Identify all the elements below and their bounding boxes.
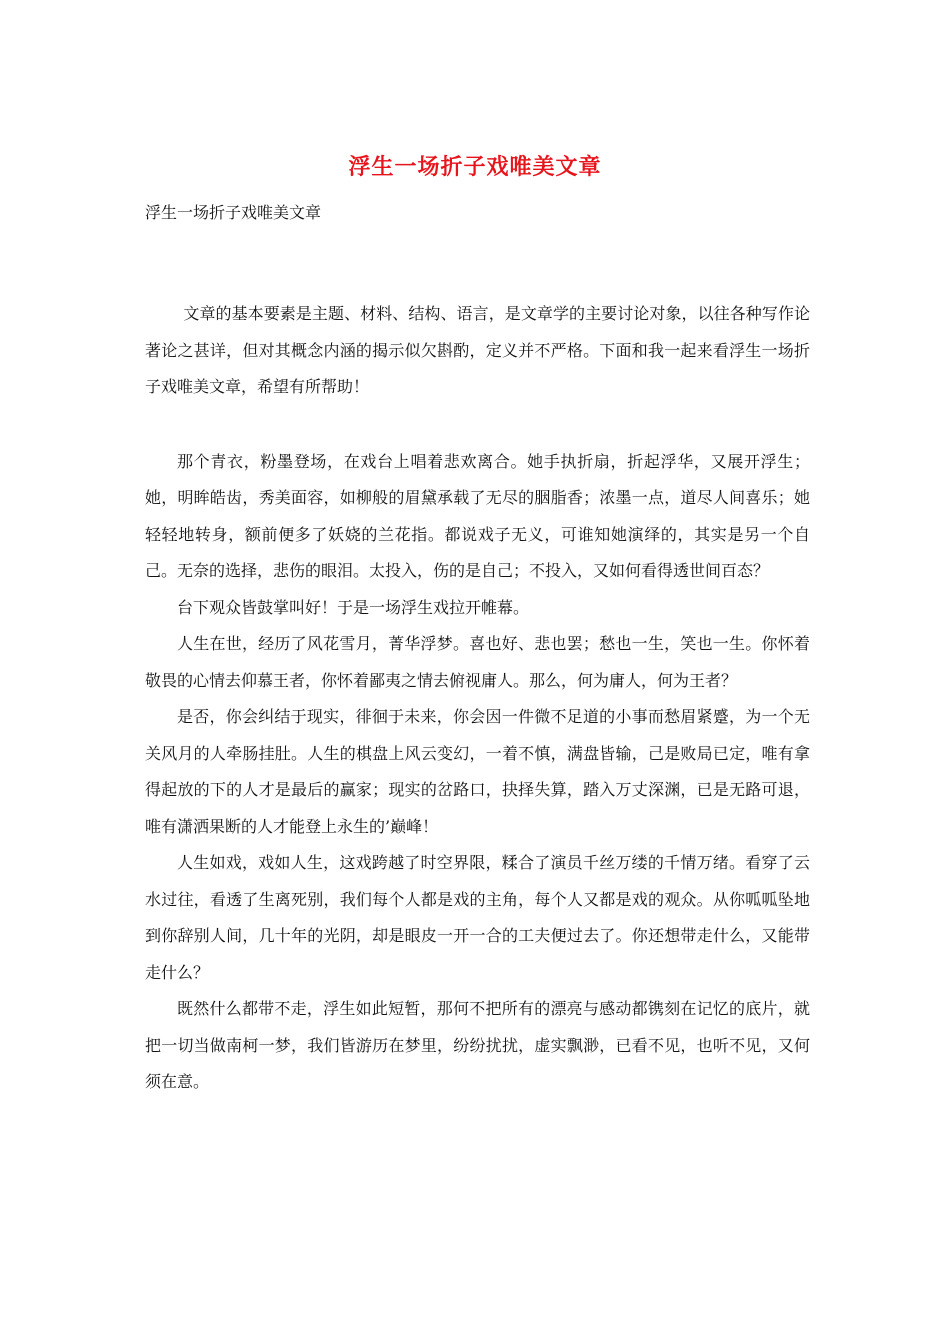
document-subtitle: 浮生一场折子戏唯美文章 (145, 203, 322, 222)
intro-paragraph: 文章的基本要素是主题、材料、结构、语言，是文章学的主要讨论对象，以往各种写作论著论之甚详，但对其概念内涵的揭示似欠斟酌，定义并不严格。下面和我一起来看浮生一场折子戏唯美文章，希望有所帮助！ (145, 304, 810, 396)
article-paragraph: 人生在世，经历了风花雪月，菁华浮梦。喜也好、悲也罢；愁也一生，笑也一生。你怀着敬畏的心情去仰慕王者，你怀着鄙夷之情去俯视庸人。那么，何为庸人，何为王者？ (145, 634, 810, 690)
article-paragraph: 是否，你会纠结于现实，徘徊于未来，你会因一件微不足道的小事而愁眉紧蹙，为一个无关风月的人牵肠挂肚。人生的棋盘上风云变幻，一着不慎，满盘皆输，己是败局已定，唯有拿得起放的下的人才是最后的赢家；现实的岔路口，抉择失算，踏入万丈深渊，已是无路可退，唯有潇洒果断的人才能登上永生的’巅峰！ (145, 707, 810, 836)
paragraph-spacer (145, 406, 810, 444)
page-title: 浮生一场折子戏唯美文章 (348, 154, 602, 180)
article-paragraph: 既然什么都带不走，浮生如此短暂，那何不把所有的漂亮与感动都镌刻在记忆的底片，就把一切当做南柯一梦，我们皆游历在梦里，纷纷扰扰，虚实飘渺，已看不见，也听不见，又何须在意。 (145, 999, 810, 1091)
article-paragraph: 人生如戏，戏如人生，这戏跨越了时空界限，糅合了演员千丝万缕的千情万绪。看穿了云水过往，看透了生离死别，我们每个人都是戏的主角，每个人又都是戏的观众。从你呱呱坠地到你辞别人间，几十年的光阴，却是眼皮一开一合的工夫便过去了。你还想带走什么，又能带走什么？ (145, 853, 810, 982)
article-paragraph: 那个青衣，粉墨登场，在戏台上唱着悲欢离合。她手执折扇，折起浮华，又展开浮生；她，明眸皓齿，秀美面容，如柳般的眉黛承载了无尽的胭脂香；浓墨一点，道尽人间喜乐；她轻轻地转身，额前便多了妖娆的兰花指。都说戏子无义，可谁知她演绎的，其实是另一个自己。无奈的选择，悲伤的眼泪。太投入，伤的是自己；不投入，又如何看得透世间百态？ (145, 451, 810, 580)
article-body (145, 296, 810, 1101)
article-paragraph: 台下观众皆鼓掌叫好！于是一场浮生戏拉开帷幕。 (177, 597, 530, 617)
